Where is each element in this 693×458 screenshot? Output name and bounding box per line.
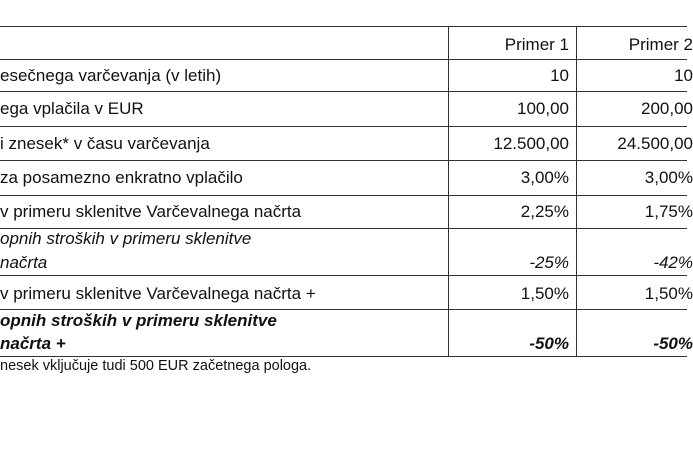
- row-label: ega vplačila v EUR: [0, 99, 144, 118]
- row-label: i znesek* v času varčevanja: [0, 134, 210, 153]
- cell-primer-2: -42%: [653, 253, 693, 272]
- row-divider: [0, 126, 687, 127]
- cell-primer-2: 3,00%: [644, 168, 693, 187]
- row-divider: [0, 26, 687, 27]
- cell-primer-1: 10: [550, 66, 569, 85]
- cell-primer-1: 3,00%: [520, 168, 569, 187]
- cell-primer-1: -25%: [529, 253, 569, 272]
- row-label-line-2: načrta: [0, 253, 48, 272]
- column-divider: [448, 26, 449, 356]
- row-divider: [0, 195, 687, 196]
- row-divider: [0, 59, 687, 60]
- cell-primer-1: -50%: [529, 334, 569, 353]
- cell-primer-1: 100,00: [517, 99, 569, 118]
- cell-primer-2: 200,00: [641, 99, 693, 118]
- row-label: za posamezno enkratno vplačilo: [0, 168, 243, 187]
- row-label: v primeru sklenitve Varčevalnega načrta: [0, 202, 302, 221]
- cell-primer-2: 10: [674, 66, 693, 85]
- row-divider: [0, 275, 687, 276]
- row-label-line-1: opnih stroških v primeru sklenitve: [0, 229, 252, 248]
- row-label: v primeru sklenitve Varčevalnega načrta +: [0, 284, 316, 303]
- cell-primer-1: 2,25%: [520, 202, 569, 221]
- row-divider: [0, 91, 687, 92]
- cell-primer-1: 12.500,00: [493, 134, 569, 153]
- header-primer-1: Primer 1: [504, 35, 569, 54]
- row-label-line-2: načrta +: [0, 334, 66, 353]
- cell-primer-1: 1,50%: [520, 284, 569, 303]
- row-divider: [0, 356, 687, 357]
- row-divider: [0, 309, 687, 310]
- header-primer-2: Primer 2: [628, 35, 693, 54]
- footnote: nesek vključuje tudi 500 EUR začetnega pologa.: [0, 358, 312, 374]
- cell-primer-2: 24.500,00: [617, 134, 693, 153]
- row-label: esečnega varčevanja (v letih): [0, 66, 222, 85]
- cell-primer-2: 1,75%: [644, 202, 693, 221]
- column-divider: [576, 26, 577, 356]
- row-label-line-1: opnih stroških v primeru sklenitve: [0, 311, 277, 330]
- row-divider: [0, 160, 687, 161]
- cell-primer-2: 1,50%: [644, 284, 693, 303]
- cell-primer-2: -50%: [653, 334, 693, 353]
